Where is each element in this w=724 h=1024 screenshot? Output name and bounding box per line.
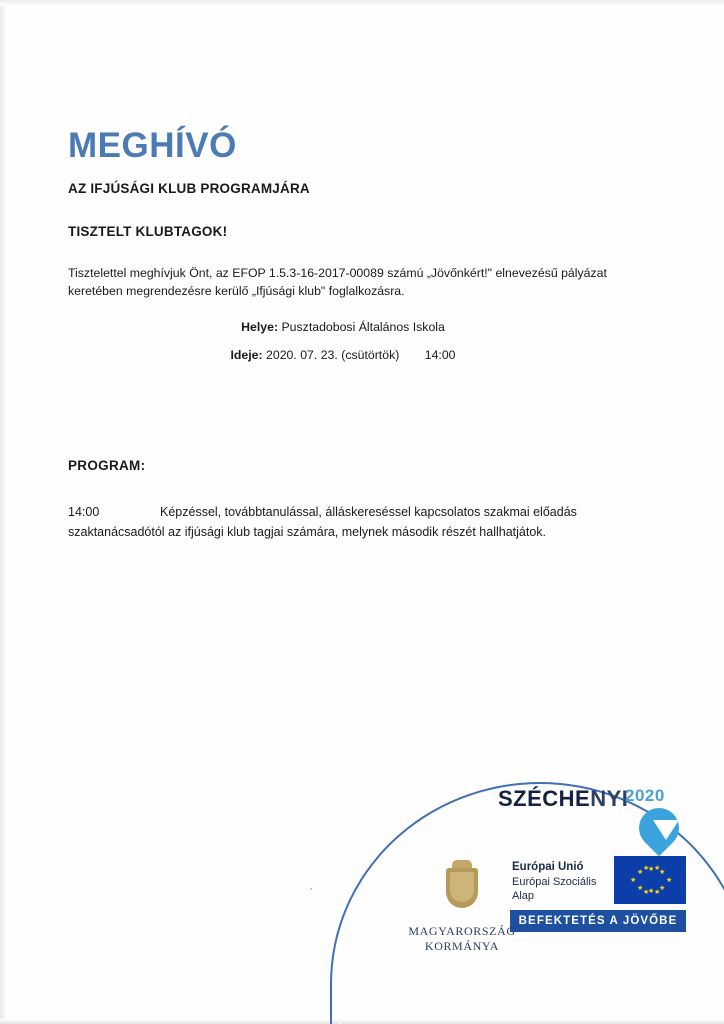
program-item	[68, 503, 638, 542]
map-pin-inner-icon	[653, 820, 679, 840]
footer-logo-band	[0, 764, 724, 1024]
salutation: TISZTELT KLUBTAGOK!	[68, 223, 228, 239]
eu-flag-stars: ★ ★ ★ ★ ★ ★ ★ ★ ★ ★ ★ ★	[630, 865, 673, 896]
date-value: 2020. 07. 23. (csütörtök)	[266, 348, 400, 363]
szechenyi-light-text: NYI	[590, 786, 629, 811]
invitation-paragraph: Tisztelettel meghívjuk Önt, az EFOP 1.5.3-16-2017-00089 számú „Jövőnkért!" elnevezésű pályázat keretében megrendezésre kerülő „Ifjúsági klub" foglalkozásra.	[68, 265, 607, 298]
page-subtitle: AZ IFJÚSÁGI KLUB PROGRAMJÁRA	[68, 180, 310, 196]
date-label: Ideje:	[230, 348, 263, 363]
document-content	[68, 128, 648, 542]
hungary-coat-of-arms-icon	[440, 860, 484, 918]
investing-banner: BEFEKTETÉS A JÖVŐBE	[510, 910, 686, 932]
program-item-description: Képzéssel, továbbtanulással, álláskereséssel kapcsolatos szakmai előadás szaktanácsadótól az ifjúsági klub tagjai számára, melynek második részét hallhatjátok.	[68, 505, 577, 539]
eu-fund-line2: Európai Szociális	[512, 875, 597, 888]
government-line2: KORMÁNYA	[424, 939, 500, 953]
eu-fund-line3: Alap	[512, 889, 535, 902]
szechenyi-dark-text: SZÉCHE	[498, 786, 591, 811]
government-wordmark	[404, 924, 520, 954]
date-time: 14:00	[424, 348, 456, 363]
szechenyi-year: 2020	[625, 786, 665, 805]
scan-edge-top	[0, 0, 724, 6]
program-heading: PROGRAM:	[68, 458, 146, 474]
eu-flag-icon	[614, 856, 686, 904]
program-item-time: 14:00	[68, 505, 100, 520]
government-line1: MAGYARORSZÁG	[408, 924, 516, 938]
eu-union-label: Európai Unió	[512, 861, 584, 873]
venue-value: Pusztadobosi Általános Iskola	[281, 320, 445, 335]
coat-shield	[446, 868, 478, 908]
date-line	[68, 348, 648, 362]
venue-line	[68, 320, 648, 334]
page-title: MEGHÍVÓ	[68, 126, 237, 165]
venue-label: Helye:	[241, 320, 279, 335]
eu-fund-text	[512, 860, 608, 903]
szechenyi-wordmark	[498, 786, 628, 812]
